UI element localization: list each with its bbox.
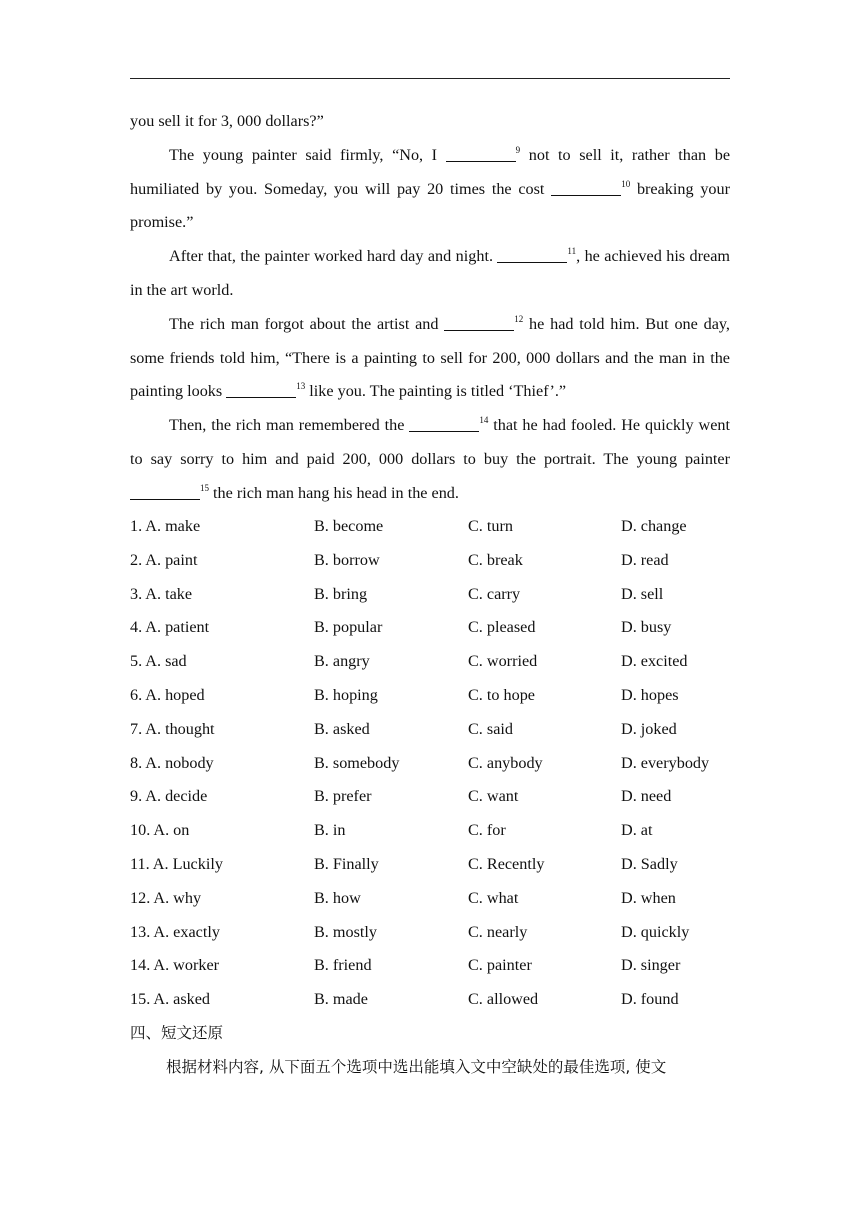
option-d: D. busy xyxy=(621,618,672,637)
option-c: C. carry xyxy=(468,584,521,603)
blank-number: 14 xyxy=(479,415,489,426)
question-row xyxy=(130,679,750,713)
answer-blank xyxy=(446,145,516,162)
option-a: 6. A. hoped xyxy=(130,685,205,704)
question-row xyxy=(130,578,750,612)
option-b: B. become xyxy=(314,517,384,535)
option-c: C. want xyxy=(468,787,519,806)
blank-number: 12 xyxy=(514,313,524,324)
question-row xyxy=(130,848,750,882)
option-c: C. anybody xyxy=(468,753,543,772)
option-a: 8. A. nobody xyxy=(130,753,214,772)
question-row xyxy=(130,983,750,1017)
option-c: C. turn xyxy=(468,517,513,535)
option-d: D. change xyxy=(621,517,687,535)
option-d: D. at xyxy=(621,821,653,840)
passage-text xyxy=(130,105,730,511)
option-a: 10. A. on xyxy=(130,821,190,840)
question-row xyxy=(130,814,750,848)
option-b: B. how xyxy=(314,888,361,907)
option-d: D. Sadly xyxy=(621,854,678,873)
option-b: B. borrow xyxy=(314,550,380,569)
question-row xyxy=(130,949,750,983)
section-heading: 四、短文还原 xyxy=(130,1024,224,1042)
blank-number: 9 xyxy=(515,144,521,155)
option-d: D. excited xyxy=(621,652,688,671)
option-b: B. somebody xyxy=(314,753,400,772)
answer-blank xyxy=(551,178,621,195)
option-d: D. sell xyxy=(621,584,664,603)
option-a: 11. A. Luckily xyxy=(130,854,223,873)
question-row xyxy=(130,645,750,679)
option-d: D. singer xyxy=(621,956,681,975)
passage-paragraph-0: you sell it for 3, 000 dollars?” xyxy=(130,112,324,130)
option-a: 2. A. paint xyxy=(130,550,198,569)
option-c: C. what xyxy=(468,888,519,907)
answer-blank xyxy=(130,483,200,500)
passage-paragraph-1: The young painter said firmly, “No, I $^9$ not to sell it, rather than be humiliated by you. Someday, you will pay 20 times the cost $^{10}$ breaking your promise.” xyxy=(130,144,731,232)
option-a: 15. A. asked xyxy=(130,990,211,1009)
passage-paragraph-2: After that, the painter worked hard day and night. $^{11}$, he achieved his dream in the art world. xyxy=(130,246,730,299)
option-b: B. asked xyxy=(314,719,370,738)
option-a: 1. A. make xyxy=(130,517,201,535)
option-d: D. hopes xyxy=(621,685,679,704)
option-b: B. in xyxy=(314,821,346,840)
question-row xyxy=(130,510,750,544)
option-b: B. prefer xyxy=(314,787,372,806)
blank-number: 13 xyxy=(296,381,306,392)
question-row xyxy=(130,747,750,781)
option-a: 14. A. worker xyxy=(130,956,220,975)
answer-blank xyxy=(409,415,479,432)
option-a: 13. A. exactly xyxy=(130,922,220,941)
option-d: D. need xyxy=(621,787,672,806)
option-b: B. bring xyxy=(314,584,368,603)
option-b: B. mostly xyxy=(314,922,377,941)
section-instruction: 根据材料内容, 从下面五个选项中选出能填入文中空缺处的最佳选项, 使文 xyxy=(166,1058,667,1076)
option-b: B. made xyxy=(314,990,368,1009)
question-row xyxy=(130,713,750,747)
option-d: D. everybody xyxy=(621,753,710,772)
option-d: D. found xyxy=(621,990,679,1009)
answer-blank xyxy=(226,381,296,398)
option-a: 5. A. sad xyxy=(130,652,187,671)
question-options-list xyxy=(130,510,750,1017)
option-b: B. friend xyxy=(314,956,372,975)
option-c: C. allowed xyxy=(468,990,539,1009)
blank-number: 10 xyxy=(621,178,631,189)
option-a: 7. A. thought xyxy=(130,719,215,738)
option-a: 9. A. decide xyxy=(130,787,208,806)
answer-blank xyxy=(444,314,514,331)
question-row xyxy=(130,780,750,814)
option-b: B. angry xyxy=(314,652,370,671)
option-d: D. when xyxy=(621,888,676,907)
question-row xyxy=(130,544,750,578)
blank-number: 15 xyxy=(200,482,209,493)
option-c: C. pleased xyxy=(468,618,536,637)
question-row xyxy=(130,916,750,950)
option-c: C. painter xyxy=(468,956,532,975)
option-c: C. said xyxy=(468,719,513,738)
option-c: C. for xyxy=(468,821,506,840)
question-row xyxy=(130,611,750,645)
option-c: C. break xyxy=(468,550,523,569)
option-c: C. Recently xyxy=(468,854,545,873)
option-c: C. worried xyxy=(468,652,538,671)
question-row xyxy=(130,882,750,916)
passage-paragraph-4: Then, the rich man remembered the $^{14}$ that he had fooled. He quickly went to say sorry to him and paid 200, 000 dollars to buy the portrait. The young painter $^{15}$ the rich man hang his head in the end. xyxy=(130,415,730,502)
option-c: C. nearly xyxy=(468,922,528,941)
header-rule xyxy=(130,78,730,79)
option-d: D. read xyxy=(621,550,669,569)
answer-blank xyxy=(497,246,567,263)
option-c: C. to hope xyxy=(468,685,535,704)
blank-number: 11 xyxy=(567,246,577,257)
option-b: B. Finally xyxy=(314,854,379,873)
option-a: 12. A. why xyxy=(130,888,202,907)
option-a: 3. A. take xyxy=(130,584,193,603)
option-a: 4. A. patient xyxy=(130,618,210,637)
passage-paragraph-3: The rich man forgot about the artist and $^{12}$ he had told him. But one day, some friends told him, “There is a painting to sell for 200, 000 dollars and the man in the painting looks $^{13}$ like you. The painting is titled ‘Thief’.” xyxy=(130,313,730,401)
option-d: D. quickly xyxy=(621,922,690,941)
option-b: B. popular xyxy=(314,618,383,637)
option-d: D. joked xyxy=(621,719,677,738)
option-b: B. hoping xyxy=(314,685,378,704)
